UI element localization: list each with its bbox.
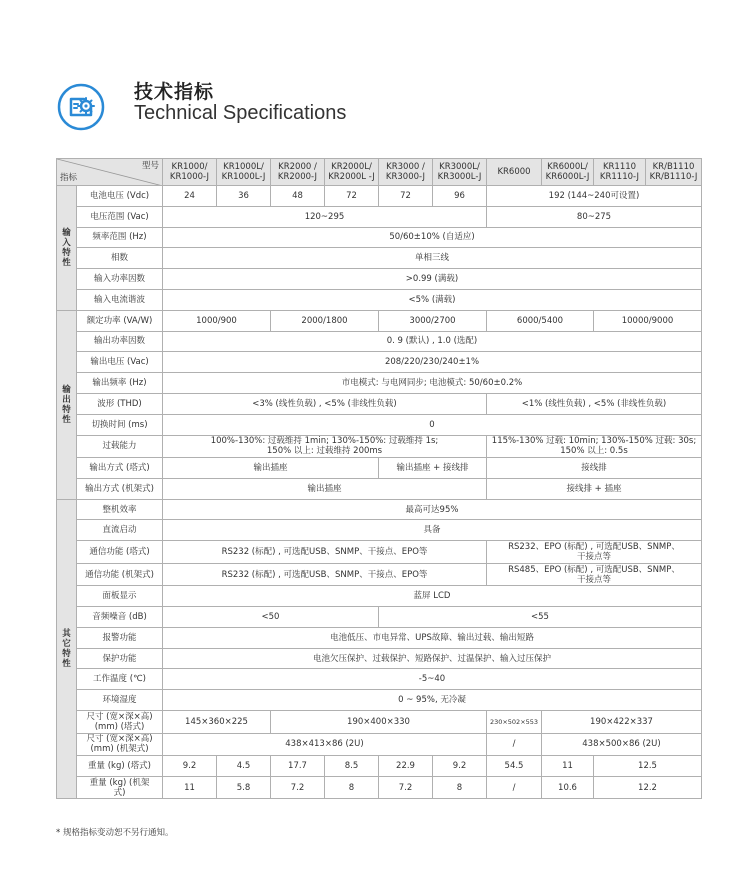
row-label: 通信功能 (塔式) bbox=[77, 541, 163, 564]
cell: 0 bbox=[163, 414, 702, 435]
corner-cell bbox=[57, 159, 163, 186]
section-input: 输入特性 bbox=[57, 186, 77, 311]
cell: 12.5 bbox=[594, 756, 702, 777]
row-label: 相数 bbox=[77, 248, 163, 269]
table-row bbox=[57, 269, 702, 290]
cell: 438×413×86 (2U) bbox=[163, 733, 487, 756]
corner-top: 型号 bbox=[141, 161, 159, 171]
row-label: 重量 (kg) (机架 式) bbox=[77, 776, 163, 799]
cell: RS232、EPO (标配) , 可选配USB、SNMP、 干接点等 bbox=[487, 541, 702, 564]
table-row bbox=[57, 478, 702, 499]
model-header: KR1000/ KR1000-J bbox=[163, 159, 217, 186]
row-label: 面板显示 bbox=[77, 586, 163, 607]
row-label: 工作温度 (℃) bbox=[77, 669, 163, 690]
page-title-en: Technical Specifications bbox=[134, 102, 347, 124]
row-label: 环境湿度 bbox=[77, 690, 163, 711]
model-header: KR6000 bbox=[487, 159, 542, 186]
model-header: KR3000 / KR3000-J bbox=[379, 159, 433, 186]
cell: 208/220/230/240±1% bbox=[163, 352, 702, 373]
row-label: 输出方式 (塔式) bbox=[77, 458, 163, 479]
row-label: 切换时间 (ms) bbox=[77, 414, 163, 435]
table-row bbox=[57, 227, 702, 248]
section-other: 其它特性 bbox=[57, 499, 77, 799]
table-row bbox=[57, 373, 702, 394]
table-row bbox=[57, 393, 702, 414]
cell: RS232 (标配) , 可选配USB、SNMP、干接点、EPO等 bbox=[163, 541, 487, 564]
cell: 115%-130% 过载: 10min; 130%-150% 过载: 30s; 150% 以上: 0.5s bbox=[487, 435, 702, 458]
cell: 24 bbox=[163, 186, 217, 207]
cell: >0.99 (满载) bbox=[163, 269, 702, 290]
cell: <50 bbox=[163, 607, 379, 628]
cell: 230×502×553 bbox=[487, 711, 542, 734]
cell: <5% (满载) bbox=[163, 289, 702, 310]
cell: 接线排 bbox=[487, 458, 702, 479]
section-output: 输出特性 bbox=[57, 310, 77, 499]
row-label: 过载能力 bbox=[77, 435, 163, 458]
row-label: 音频噪音 (dB) bbox=[77, 607, 163, 628]
cell: 3000/2700 bbox=[379, 310, 487, 331]
row-label: 输入电流谐波 bbox=[77, 289, 163, 310]
cell: 8 bbox=[433, 776, 487, 799]
cell: 2000/1800 bbox=[271, 310, 379, 331]
cell: 22.9 bbox=[379, 756, 433, 777]
table-row bbox=[57, 352, 702, 373]
cell: 190×422×337 bbox=[542, 711, 702, 734]
cell: 输出插座 + 接线排 bbox=[379, 458, 487, 479]
gear-specs-icon bbox=[56, 82, 106, 132]
table-row bbox=[57, 607, 702, 628]
table-row bbox=[57, 289, 702, 310]
cell: 6000/5400 bbox=[487, 310, 594, 331]
row-label: 额定功率 (VA/W) bbox=[77, 310, 163, 331]
row-label: 输出功率因数 bbox=[77, 331, 163, 352]
cell: 7.2 bbox=[379, 776, 433, 799]
cell: RS485、EPO (标配) , 可选配USB、SNMP、 干接点等 bbox=[487, 563, 702, 586]
cell: 72 bbox=[379, 186, 433, 207]
table-header-row bbox=[57, 159, 702, 186]
row-label: 电压范围 (Vac) bbox=[77, 206, 163, 227]
cell: 8 bbox=[325, 776, 379, 799]
row-label: 波形 (THD) bbox=[77, 393, 163, 414]
model-header: KR2000 / KR2000-J bbox=[271, 159, 325, 186]
model-header: KR3000L/ KR3000L-J bbox=[433, 159, 487, 186]
cell: 输出插座 bbox=[163, 478, 487, 499]
table-row bbox=[57, 206, 702, 227]
table-row bbox=[57, 248, 702, 269]
page-title-cn: 技术指标 bbox=[134, 81, 215, 103]
cell: 具备 bbox=[163, 520, 702, 541]
footnote: * 规格指标变动恕不另行通知。 bbox=[56, 828, 174, 838]
model-header: KR/B1110 KR/B1110-J bbox=[646, 159, 702, 186]
cell: 100%-130%: 过载维持 1min; 130%-150%: 过载维持 1s; 150% 以上: 过载维持 200ms bbox=[163, 435, 487, 458]
row-label: 整机效率 bbox=[77, 499, 163, 520]
table-row bbox=[57, 499, 702, 520]
cell: 电池欠压保护、过载保护、短路保护、过温保护、输入过压保护 bbox=[163, 648, 702, 669]
row-label: 报警功能 bbox=[77, 627, 163, 648]
cell: 9.2 bbox=[433, 756, 487, 777]
table-row bbox=[57, 458, 702, 479]
row-label: 重量 (kg) (塔式) bbox=[77, 756, 163, 777]
table-row bbox=[57, 331, 702, 352]
cell: 96 bbox=[433, 186, 487, 207]
cell: <55 bbox=[379, 607, 702, 628]
cell: 11 bbox=[163, 776, 217, 799]
cell: 单相三线 bbox=[163, 248, 702, 269]
cell: 5.8 bbox=[217, 776, 271, 799]
cell: 50/60±10% (自适应) bbox=[163, 227, 702, 248]
table-row bbox=[57, 690, 702, 711]
cell: 145×360×225 bbox=[163, 711, 271, 734]
cell: <3% (线性负载) , <5% (非线性负载) bbox=[163, 393, 487, 414]
model-header: KR1000L/ KR1000L-J bbox=[217, 159, 271, 186]
cell: 80~275 bbox=[487, 206, 702, 227]
cell: 蓝屏 LCD bbox=[163, 586, 702, 607]
cell: 7.2 bbox=[271, 776, 325, 799]
table-row bbox=[57, 627, 702, 648]
cell: <1% (线性负载) , <5% (非线性负载) bbox=[487, 393, 702, 414]
cell: 4.5 bbox=[217, 756, 271, 777]
cell: 10.6 bbox=[542, 776, 594, 799]
cell: 438×500×86 (2U) bbox=[542, 733, 702, 756]
cell: / bbox=[487, 776, 542, 799]
cell: 190×400×330 bbox=[271, 711, 487, 734]
cell: 17.7 bbox=[271, 756, 325, 777]
table-row bbox=[57, 310, 702, 331]
spec-table bbox=[56, 158, 702, 799]
cell: 0. 9 (默认) , 1.0 (选配) bbox=[163, 331, 702, 352]
cell: 72 bbox=[325, 186, 379, 207]
table-row bbox=[57, 733, 702, 756]
cell: 输出插座 bbox=[163, 458, 379, 479]
cell: 电池低压、市电异常、UPS故障、输出过载、输出短路 bbox=[163, 627, 702, 648]
table-row bbox=[57, 711, 702, 734]
table-row bbox=[57, 563, 702, 586]
row-label: 直流启动 bbox=[77, 520, 163, 541]
cell: 54.5 bbox=[487, 756, 542, 777]
table-row bbox=[57, 414, 702, 435]
corner-bottom: 指标 bbox=[60, 173, 78, 183]
row-label: 输出方式 (机架式) bbox=[77, 478, 163, 499]
cell: 10000/9000 bbox=[594, 310, 702, 331]
table-row bbox=[57, 435, 702, 458]
cell: 11 bbox=[542, 756, 594, 777]
cell: 1000/900 bbox=[163, 310, 271, 331]
row-label: 尺寸 (宽×深×高) (mm) (机架式) bbox=[77, 733, 163, 756]
table-row bbox=[57, 648, 702, 669]
row-label: 保护功能 bbox=[77, 648, 163, 669]
cell: 最高可达95% bbox=[163, 499, 702, 520]
model-header: KR2000L/ KR2000L -J bbox=[325, 159, 379, 186]
table-row bbox=[57, 669, 702, 690]
table-row bbox=[57, 776, 702, 799]
row-label: 输出电压 (Vac) bbox=[77, 352, 163, 373]
row-label: 尺寸 (宽×深×高) (mm) (塔式) bbox=[77, 711, 163, 734]
table-row bbox=[57, 541, 702, 564]
cell: 48 bbox=[271, 186, 325, 207]
cell: 9.2 bbox=[163, 756, 217, 777]
cell: 8.5 bbox=[325, 756, 379, 777]
table-row bbox=[57, 186, 702, 207]
cell: 36 bbox=[217, 186, 271, 207]
cell: RS232 (标配) , 可选配USB、SNMP、干接点、EPO等 bbox=[163, 563, 487, 586]
cell: 192 (144~240可设置) bbox=[487, 186, 702, 207]
table-row bbox=[57, 586, 702, 607]
cell: 120~295 bbox=[163, 206, 487, 227]
row-label: 输入功率因数 bbox=[77, 269, 163, 290]
table-row bbox=[57, 520, 702, 541]
table-row bbox=[57, 756, 702, 777]
row-label: 电池电压 (Vdc) bbox=[77, 186, 163, 207]
row-label: 通信功能 (机架式) bbox=[77, 563, 163, 586]
cell: 12.2 bbox=[594, 776, 702, 799]
cell: / bbox=[487, 733, 542, 756]
row-label: 频率范围 (Hz) bbox=[77, 227, 163, 248]
model-header: KR6000L/ KR6000L-J bbox=[542, 159, 594, 186]
cell: 市电模式: 与电网同步; 电池模式: 50/60±0.2% bbox=[163, 373, 702, 394]
cell: 0 ~ 95%, 无冷凝 bbox=[163, 690, 702, 711]
cell: 接线排 + 插座 bbox=[487, 478, 702, 499]
cell: -5~40 bbox=[163, 669, 702, 690]
row-label: 输出频率 (Hz) bbox=[77, 373, 163, 394]
model-header: KR1110 KR1110-J bbox=[594, 159, 646, 186]
